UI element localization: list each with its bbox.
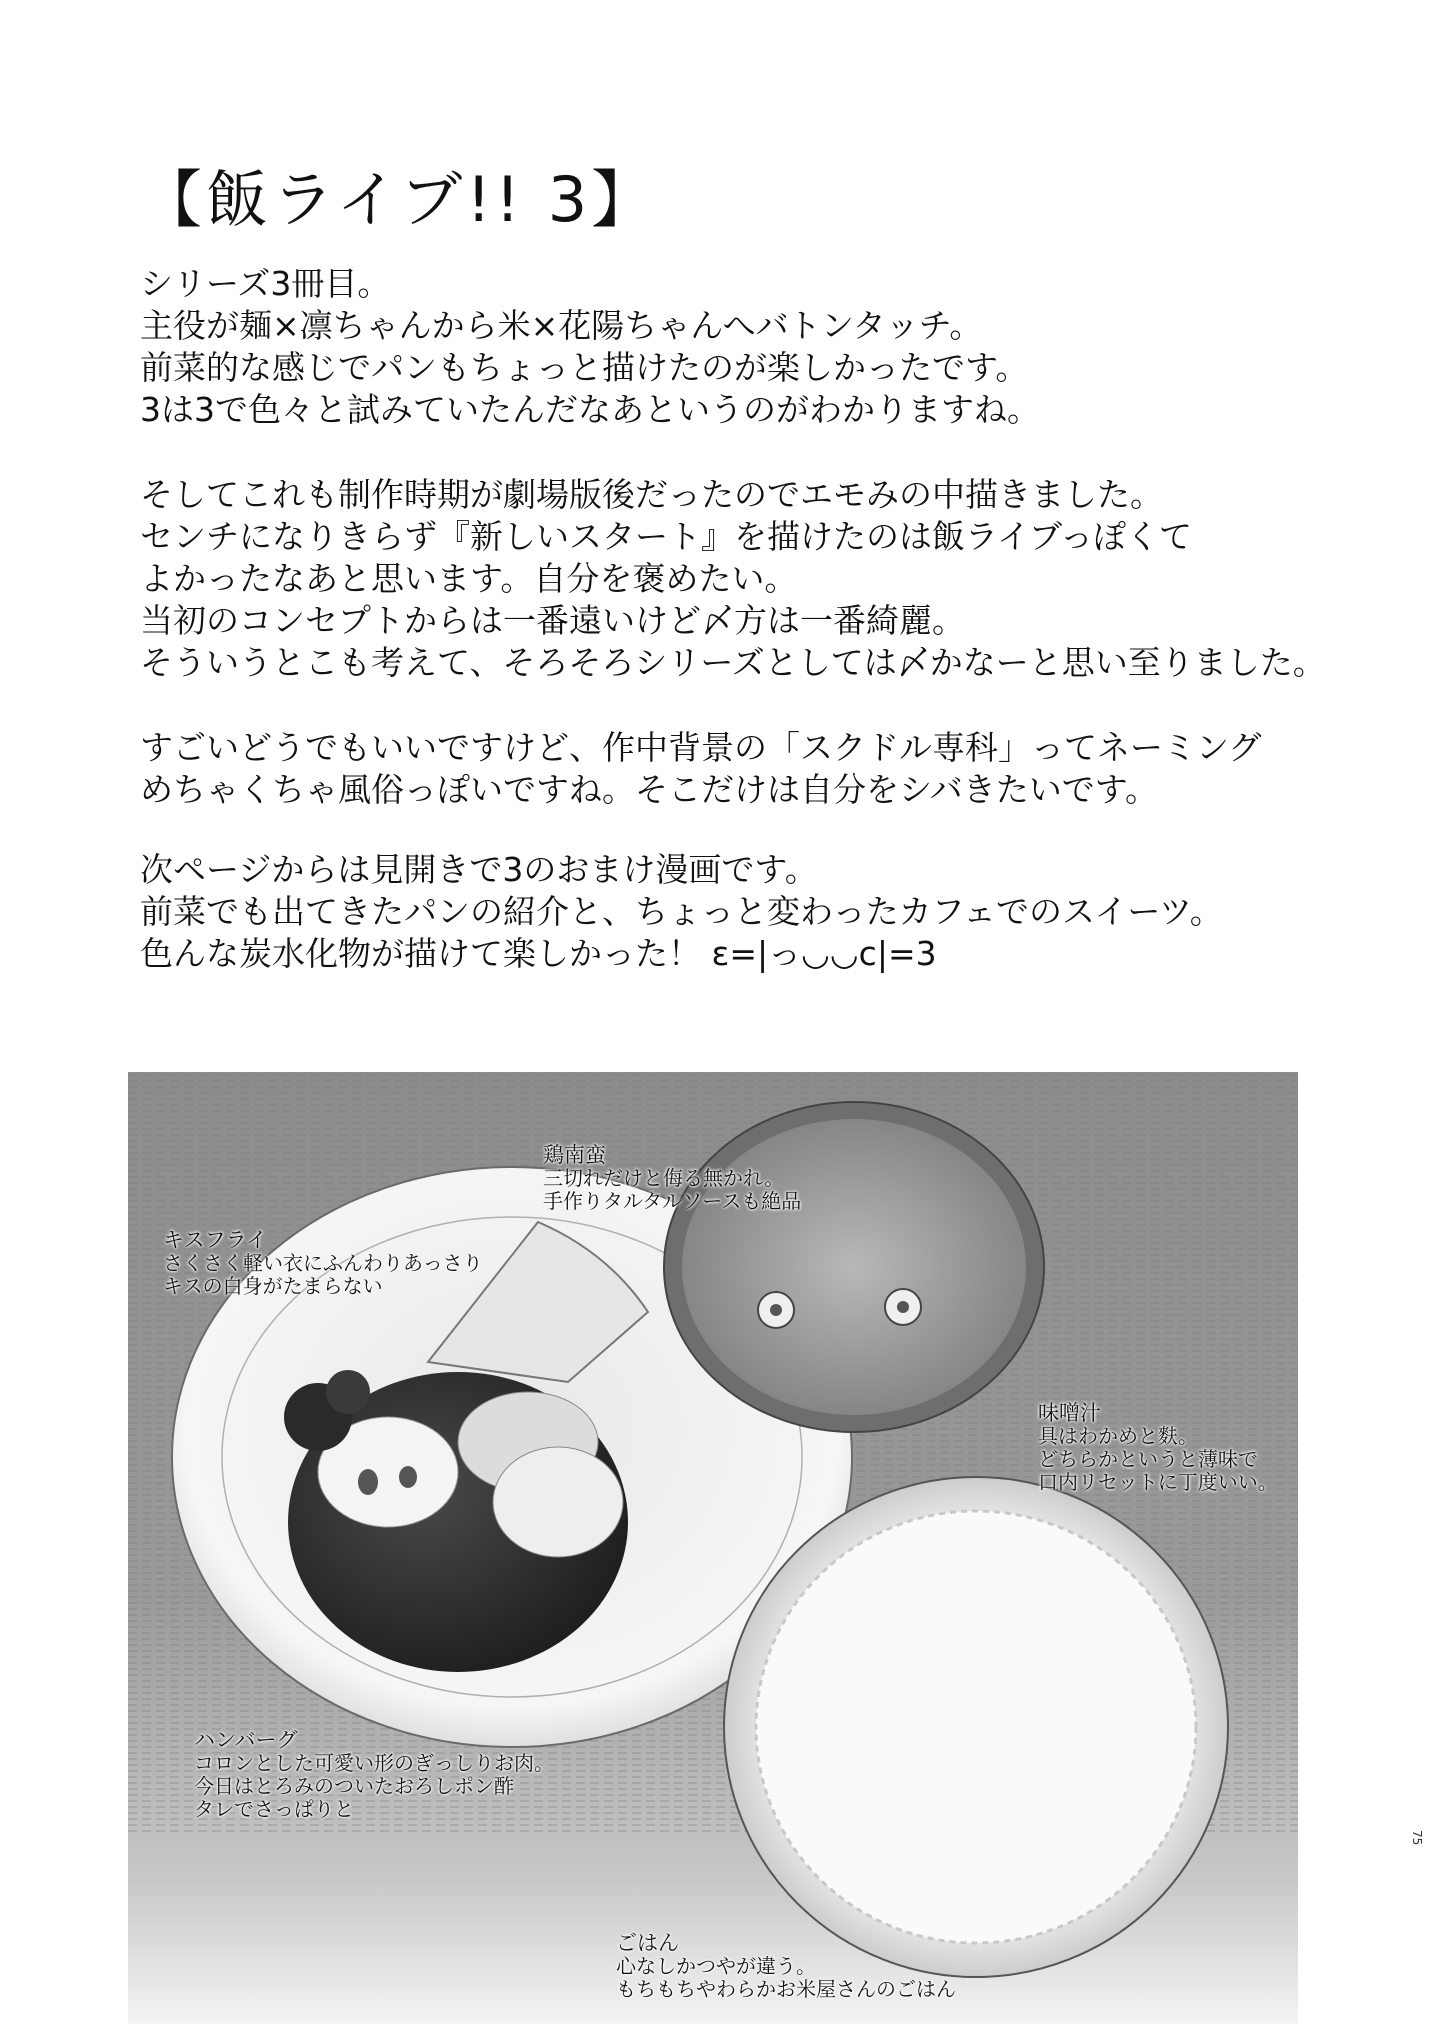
page-number: 75 (1410, 1830, 1424, 1846)
text-line: 当初のコンセプトからは一番遠いけど〆方は一番綺麗。 (140, 601, 965, 640)
meal-illustration (128, 1072, 1298, 2024)
label-line: さくさく軽い衣にふんわりあっさり (163, 1251, 483, 1275)
label-name: 味噌汁 (1038, 1401, 1101, 1425)
label-line: キスの白身がたまらない (163, 1274, 383, 1298)
paragraph-production (140, 474, 1326, 684)
label-hamburg (194, 1729, 554, 1821)
label-kisu (163, 1229, 483, 1298)
radish-garnish (358, 1469, 378, 1495)
text-line: シリーズ3冊目。 (140, 264, 391, 303)
label-name: ハンバーグ (194, 1728, 298, 1752)
text-line: 前菜でも出てきたパンの紹介と、ちょっと変わったカフェでのスイーツ。 (140, 892, 1223, 931)
label-line: 三切れだけと侮る無かれ。 (543, 1166, 785, 1190)
text-line: 次ページからは見開きで3のおまけ漫画です。 (140, 850, 818, 889)
label-gohan (616, 1932, 956, 2001)
paragraph-naming (140, 727, 1261, 811)
label-line: 具はわかめと麩。 (1038, 1424, 1198, 1448)
text-line: すごいどうでもいいですけど、作中背景の「スクドル専科」ってネーミング (140, 728, 1262, 767)
label-name: 鶏南蛮 (543, 1143, 606, 1167)
label-line: もちもちやわらかお米屋さんのごはん (616, 1977, 956, 2001)
label-toriban (543, 1144, 801, 1213)
text-line: 3は3で色々と試みていたんだなあというのがわかりますね。 (140, 390, 1040, 429)
label-name: ごはん (616, 1931, 679, 1955)
page-title: 【飯ライブ!! 3】 (140, 163, 658, 236)
label-line: 心なしかつやが違う。 (616, 1954, 816, 1978)
text-line: 主役が麺×凛ちゃんから米×花陽ちゃんへバトンタッチ。 (140, 306, 983, 345)
paragraph-series (140, 263, 1040, 431)
label-line: 今日はとろみのついたおろしポン酢 (194, 1774, 514, 1798)
label-line: 手作りタルタルソースも絶品 (543, 1189, 802, 1213)
radish-garnish (399, 1466, 417, 1488)
label-line: タレでさっぱりと (194, 1797, 354, 1821)
meal-drawing (128, 1072, 1298, 2024)
text-line: そしてこれも制作時期が劇場版後だったのでエモみの中描きました。 (140, 475, 1163, 514)
text-line: 前菜的な感じでパンもちょっと描けたのが楽しかったです。 (140, 348, 1029, 387)
paragraph-next-page (140, 849, 1223, 975)
text-line: 色んな炭水化物が描けて楽しかった！ ε=|っ◡◡c|=3 (140, 934, 937, 973)
tartar-sauce (493, 1447, 623, 1557)
label-name: キスフライ (163, 1228, 267, 1252)
text-line: センチになりきらず『新しいスタート』を描けたのは飯ライブっぽくて (140, 517, 1193, 556)
fu-center (897, 1301, 909, 1313)
label-line: 口内リセットに丁度いい。 (1038, 1470, 1278, 1494)
label-line: どちらかというと薄味で (1038, 1447, 1258, 1471)
parsley-garnish (326, 1370, 370, 1414)
fu-center (770, 1304, 782, 1316)
text-line: そういうとこも考えて、そろそろシリーズとしては〆かなーと思い至りました。 (140, 643, 1326, 682)
label-line: コロンとした可愛い形のぎっしりお肉。 (194, 1751, 554, 1775)
text-line: よかったなあと思います。自分を褒めたい。 (140, 559, 798, 598)
text-line: めちゃくちゃ風俗っぽいですね。そこだけは自分をシバきたいです。 (140, 770, 1159, 809)
label-misoshiru (1038, 1402, 1278, 1494)
rice (756, 1511, 1196, 1943)
